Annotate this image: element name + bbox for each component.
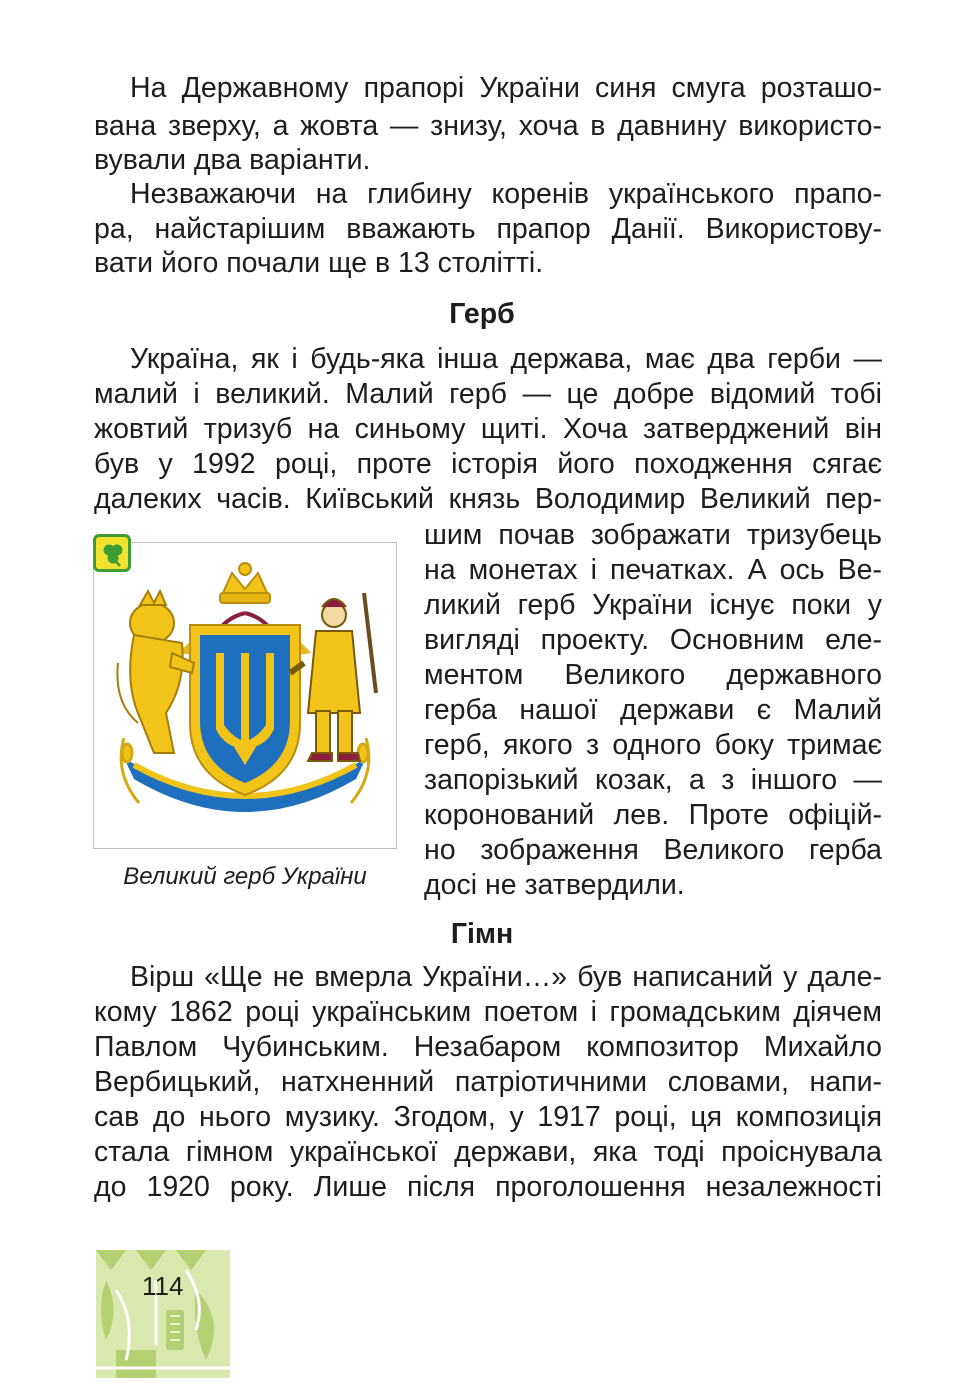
text-line: герб, якого з одного боку тримає [424,729,882,761]
text-line: запорізький козак, а з іншого — [424,764,882,796]
text-line: но зображення Великого герба [424,834,882,866]
text-line: вана зверху, а жовта — знизу, хоча в давнину використо- [94,110,882,142]
text-line: ра, найстарішим вважають прапор Данії. Використову- [94,213,882,245]
text-line: ликий герб України існує поки у [424,589,882,621]
section-heading-anthem: Гімн [450,918,514,950]
coat-of-arms-figure [93,542,397,849]
text-line: малий і великий. Малий герб — це добре відомий тобі [94,378,882,410]
great-coat-of-arms-image [94,543,396,848]
page-number: 114 [142,1271,184,1301]
text-line: Павлом Чубинським. Незабаром композитор Михайло [94,1031,882,1063]
text-line: вигляді проекту. Основним еле- [424,624,882,656]
text-line: ментом Великого державного [424,659,882,691]
folk-ornament-decoration [96,1250,230,1378]
text-line: вати його почали ще в 13 столітті. [94,247,544,279]
text-line: далеких часів. Київський князь Володимир Великий пер- [94,483,882,515]
text-line: Україна, як і будь-яка інша держава, має два герби — [130,343,882,375]
text-line: вували два варіанти. [94,144,371,176]
text-line: жовтий тризуб на синьому щиті. Хоча затверджений він [94,413,882,445]
text-line: досі не затвердили. [424,869,685,901]
text-line: стала гімном української держави, яка тоді проіснувала [94,1136,882,1168]
text-line: сав до нього музику. Згодом, у 1917 році, ця композиція [94,1101,882,1133]
text-line: Вербицький, натхненний патріотичними словами, напи- [94,1066,882,1098]
text-line: кому 1862 році українським поетом і громадським діячем [94,996,882,1028]
text-line: герба нашої держави є Малий [424,694,882,726]
text-line: Вірш «Ще не вмерла України…» був написаний у дале- [130,961,882,993]
text-line: був у 1992 році, проте історія його походження сягає [94,448,882,480]
clover-icon [93,534,131,572]
text-line: коронований лев. Проте офіцій- [424,799,882,831]
text-line: шим почав зображати тризубець [424,519,882,551]
text-line: На Державному прапорі України синя смуга розташо- [130,72,882,104]
text-line: на монетах і печатках. А ось Ве- [424,554,882,586]
text-line: Незважаючи на глибину коренів українського прапо- [130,178,882,210]
text-line: до 1920 року. Лише після проголошення незалежності [94,1171,882,1203]
figure-caption: Великий герб України [123,863,367,890]
section-heading-coat-of-arms: Герб [449,298,515,330]
